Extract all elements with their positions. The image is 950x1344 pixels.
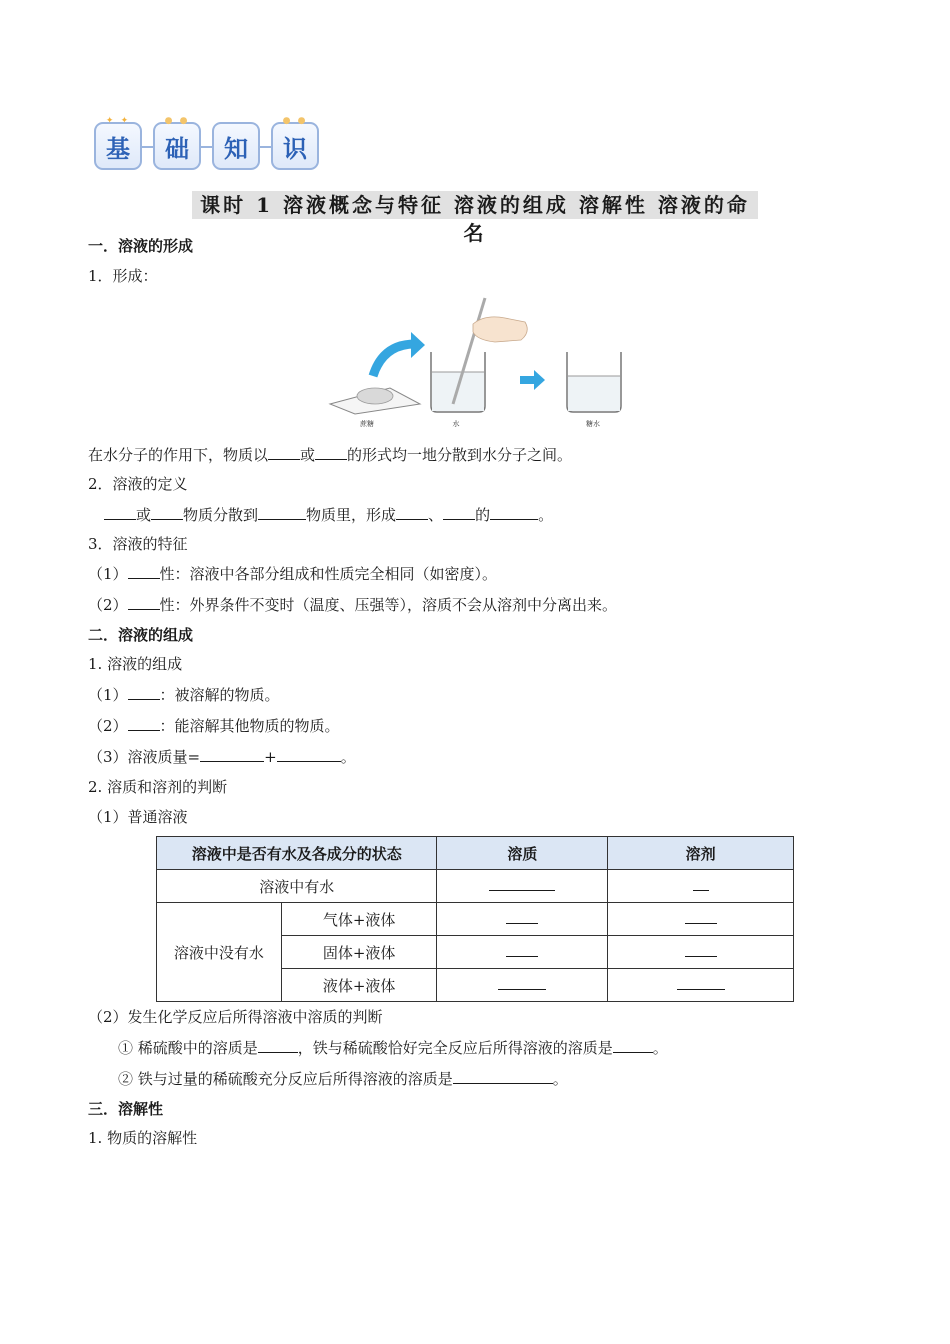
answer-blank [437, 903, 608, 936]
curved-arrow-icon [373, 344, 415, 376]
table-cell: 溶液中没有水 [157, 903, 282, 1002]
hand-icon [473, 317, 527, 342]
badge-char: ● ● 识 [271, 122, 319, 170]
answer-blank [437, 969, 608, 1002]
item-heading: 2．溶液的定义 [88, 475, 188, 493]
table-cell: 固体+液体 [281, 936, 437, 969]
answer-blank [608, 936, 794, 969]
badge-char: 知 [212, 122, 260, 170]
table-header: 溶液中是否有水及各成分的状态 [157, 837, 437, 870]
item-heading: 2. 溶质和溶剂的判断 [88, 778, 228, 796]
answer-blank [608, 969, 794, 1002]
answer-blank [608, 903, 794, 936]
sub-heading: （1）普通溶液 [88, 808, 188, 826]
table-cell: 液体+液体 [281, 969, 437, 1002]
figure-label: 糖水 [586, 420, 600, 428]
lesson-title: 课时 1 溶液概念与特征 溶液的组成 溶解性 溶液的命名 [192, 191, 758, 219]
table-row [157, 903, 794, 936]
arrow-head-icon [411, 332, 425, 358]
badge-connector [199, 146, 213, 148]
badge-char: ✦ ✦ 基 [94, 122, 142, 170]
section-heading: 三．溶解性 [88, 1100, 164, 1118]
paragraph: 在水分子的作用下，物质以 或 的形式均一地分散到水分子之间。 [88, 446, 573, 464]
item-heading: 1. 物质的溶解性 [88, 1129, 198, 1147]
item-heading: 1．形成： [88, 267, 158, 285]
table-header: 溶剂 [608, 837, 794, 870]
straight-arrow-icon [520, 376, 534, 384]
figure-label: 水 [452, 420, 460, 428]
badge-char: ● ● 础 [153, 122, 201, 170]
answer-blank [437, 870, 608, 903]
reaction-line: ① 稀硫酸中的溶质是 ，铁与稀硫酸恰好完全反应后所得溶液的溶质是 。 [118, 1039, 668, 1057]
sugar-pile-icon [357, 388, 393, 404]
composition-line: （1） ：被溶解的物质。 [88, 686, 280, 704]
reaction-line: ② 铁与过量的稀硫酸充分反应后所得溶液的溶质是 。 [118, 1070, 568, 1088]
composition-line: （2） ：能溶解其他物质的物质。 [88, 717, 340, 735]
composition-line: （3）溶液质量= + 。 [88, 748, 356, 766]
feature-line: （1） 性：溶液中各部分组成和性质完全相同（如密度）。 [88, 565, 498, 583]
table-header-row [157, 837, 794, 870]
solute-solvent-table [156, 836, 794, 1002]
badge-connector [258, 146, 272, 148]
sub-heading: （2）发生化学反应后所得溶液中溶质的判断 [88, 1008, 383, 1026]
section-heading: 一．溶液的形成 [88, 237, 194, 255]
definition-line: 或 物质分散到 物质里，形成 、 的 。 [104, 504, 553, 525]
section-heading: 二．溶液的组成 [88, 626, 194, 644]
table-header: 溶质 [437, 837, 608, 870]
table-cell: 溶液中有水 [157, 870, 437, 903]
table-row [157, 870, 794, 903]
figure-label: 蔗糖 [360, 420, 374, 428]
item-heading: 3．溶液的特征 [88, 535, 188, 553]
answer-blank [437, 936, 608, 969]
dissolving-figure [325, 292, 625, 432]
answer-blank [608, 870, 794, 903]
badge-connector [140, 146, 154, 148]
table-cell: 气体+液体 [281, 903, 437, 936]
section-badge [94, 116, 324, 172]
feature-line: （2） 性：外界条件不变时（温度、压强等），溶质不会从溶剂中分离出来。 [88, 596, 618, 614]
item-heading: 1. 溶液的组成 [88, 655, 183, 673]
